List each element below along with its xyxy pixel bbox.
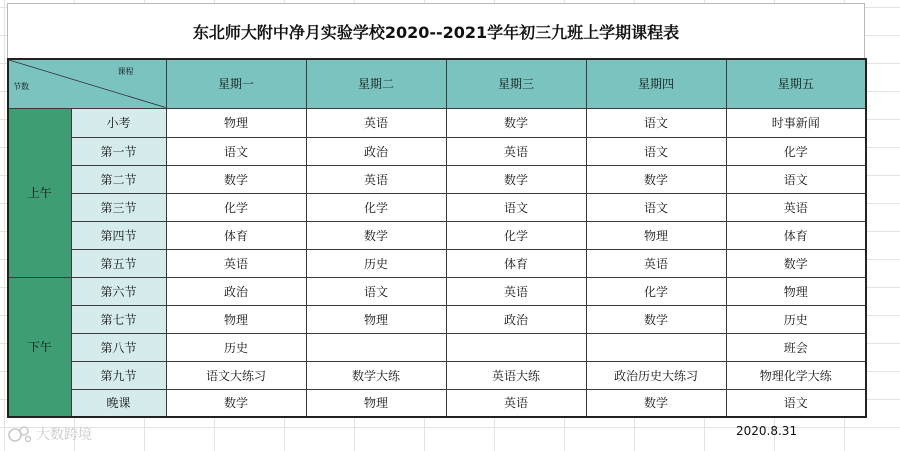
lesson-cell[interactable]: 语文	[306, 277, 446, 305]
lesson-cell[interactable]: 数学大练	[306, 361, 446, 389]
table-row	[8, 361, 866, 389]
lesson-cell[interactable]: 英语	[586, 249, 726, 277]
period-label[interactable]: 第五节	[71, 249, 166, 277]
period-label[interactable]: 第七节	[71, 305, 166, 333]
header-corner-cell[interactable]	[8, 59, 166, 108]
table-row	[8, 137, 866, 165]
period-label[interactable]: 第三节	[71, 193, 166, 221]
period-label[interactable]: 第六节	[71, 277, 166, 305]
lesson-cell[interactable]	[306, 333, 446, 361]
lesson-cell[interactable]: 数学	[586, 165, 726, 193]
lesson-cell[interactable]: 化学	[586, 277, 726, 305]
lesson-cell[interactable]: 英语	[306, 165, 446, 193]
lesson-cell[interactable]: 英语	[726, 193, 866, 221]
lesson-cell[interactable]: 化学	[306, 193, 446, 221]
table-row	[8, 221, 866, 249]
period-label[interactable]: 第九节	[71, 361, 166, 389]
lesson-cell[interactable]: 物理	[166, 108, 306, 137]
table-row	[8, 333, 866, 361]
lesson-cell[interactable]	[586, 333, 726, 361]
corner-period-label: 节数	[13, 81, 29, 91]
table-row	[8, 305, 866, 333]
period-label[interactable]: 第四节	[71, 221, 166, 249]
lesson-cell[interactable]: 语文大练习	[166, 361, 306, 389]
footer-date: 2020.8.31	[736, 424, 798, 438]
lesson-cell[interactable]: 历史	[166, 333, 306, 361]
period-label[interactable]: 小考	[71, 108, 166, 137]
group-morning[interactable]: 上午	[8, 108, 71, 277]
group-afternoon[interactable]: 下午	[8, 277, 71, 417]
diagonal-divider	[9, 60, 166, 108]
table-row	[8, 108, 866, 137]
lesson-cell[interactable]: 数学	[166, 165, 306, 193]
lesson-cell[interactable]: 物理	[306, 305, 446, 333]
lesson-cell[interactable]: 英语	[166, 249, 306, 277]
lesson-cell[interactable]: 语文	[726, 165, 866, 193]
lesson-cell[interactable]: 数学	[586, 389, 726, 417]
lesson-cell[interactable]: 政治	[166, 277, 306, 305]
lesson-cell[interactable]: 数学	[446, 108, 586, 137]
period-label[interactable]: 第八节	[71, 333, 166, 361]
table-row	[8, 165, 866, 193]
brand-logo-icon	[8, 424, 32, 444]
timetable	[7, 58, 867, 418]
lesson-cell[interactable]: 体育	[166, 221, 306, 249]
header-row	[8, 59, 866, 108]
table-row	[8, 193, 866, 221]
corner-subject-label: 课程	[117, 67, 134, 76]
lesson-cell[interactable]: 语文	[586, 108, 726, 137]
lesson-cell[interactable]: 语文	[166, 137, 306, 165]
table-row	[8, 277, 866, 305]
day-header-thu[interactable]: 星期四	[586, 59, 726, 108]
day-header-tue[interactable]: 星期二	[306, 59, 446, 108]
lesson-cell[interactable]: 数学	[726, 249, 866, 277]
lesson-cell[interactable]: 化学	[446, 221, 586, 249]
period-label[interactable]: 晚课	[71, 389, 166, 417]
lesson-cell[interactable]: 语文	[586, 193, 726, 221]
watermark-text: 大数跨境	[36, 427, 92, 443]
day-header-mon[interactable]: 星期一	[166, 59, 306, 108]
lesson-cell[interactable]: 政治	[446, 305, 586, 333]
lesson-cell[interactable]: 历史	[726, 305, 866, 333]
lesson-cell[interactable]: 数学	[586, 305, 726, 333]
period-label[interactable]: 第一节	[71, 137, 166, 165]
lesson-cell[interactable]: 英语	[446, 277, 586, 305]
lesson-cell[interactable]	[446, 333, 586, 361]
lesson-cell[interactable]: 数学	[306, 221, 446, 249]
lesson-cell[interactable]: 语文	[446, 193, 586, 221]
lesson-cell[interactable]: 化学	[726, 137, 866, 165]
lesson-cell[interactable]: 物理	[586, 221, 726, 249]
lesson-cell[interactable]: 历史	[306, 249, 446, 277]
lesson-cell[interactable]: 化学	[166, 193, 306, 221]
watermark	[8, 424, 92, 444]
timetable-title: 东北师大附中净月实验学校2020--2021学年初三九班上学期课程表	[7, 3, 865, 58]
day-header-fri[interactable]: 星期五	[726, 59, 866, 108]
lesson-cell[interactable]: 政治历史大练习	[586, 361, 726, 389]
lesson-cell[interactable]: 体育	[446, 249, 586, 277]
lesson-cell[interactable]: 政治	[306, 137, 446, 165]
table-row	[8, 249, 866, 277]
lesson-cell[interactable]: 英语大练	[446, 361, 586, 389]
period-label[interactable]: 第二节	[71, 165, 166, 193]
lesson-cell[interactable]: 语文	[726, 389, 866, 417]
table-row	[8, 389, 866, 417]
lesson-cell[interactable]: 物理	[726, 277, 866, 305]
lesson-cell[interactable]: 物理化学大练	[726, 361, 866, 389]
lesson-cell[interactable]: 体育	[726, 221, 866, 249]
lesson-cell[interactable]: 英语	[446, 137, 586, 165]
lesson-cell[interactable]: 英语	[446, 389, 586, 417]
lesson-cell[interactable]: 数学	[446, 165, 586, 193]
lesson-cell[interactable]: 物理	[306, 389, 446, 417]
lesson-cell[interactable]: 英语	[306, 108, 446, 137]
day-header-wed[interactable]: 星期三	[446, 59, 586, 108]
lesson-cell[interactable]: 物理	[166, 305, 306, 333]
lesson-cell[interactable]: 数学	[166, 389, 306, 417]
lesson-cell[interactable]: 语文	[586, 137, 726, 165]
lesson-cell[interactable]: 班会	[726, 333, 866, 361]
lesson-cell[interactable]: 时事新闻	[726, 108, 866, 137]
